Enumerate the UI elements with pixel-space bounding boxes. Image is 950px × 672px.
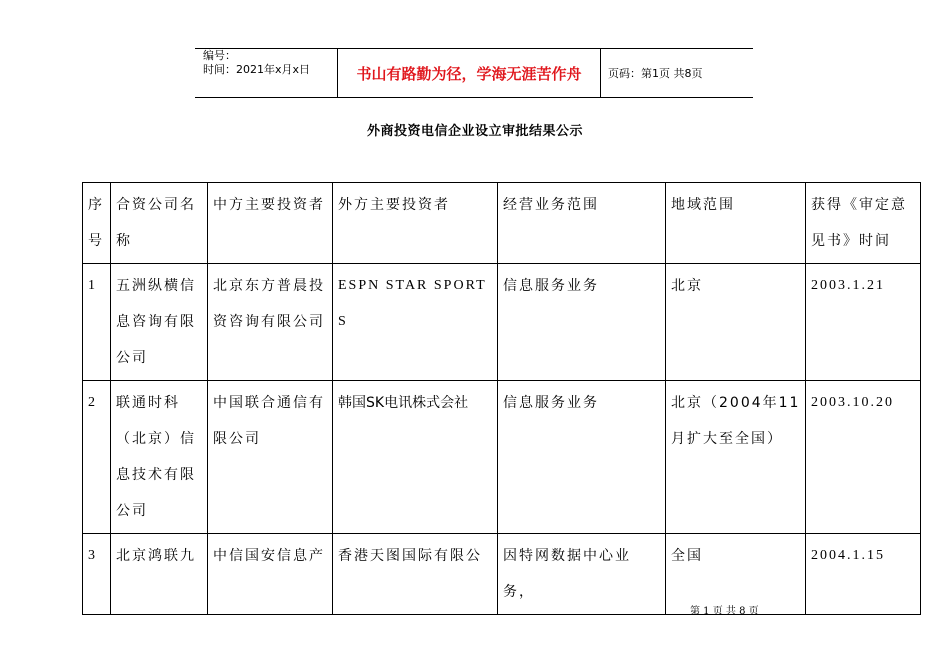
cell-company: 北京鸿联九 [111,534,208,615]
page-header [195,48,753,98]
approval-table [82,182,921,615]
table-row [83,381,921,534]
cell-no: 2 [83,381,111,534]
cell-company: 联通时科（北京）信息技术有限公司 [111,381,208,534]
cell-region: 北京 [666,264,806,381]
header-cell-date: 获得《审定意见书》时间 [806,183,921,264]
header-cell-region: 地域范围 [666,183,806,264]
cell-date: 2004.1.15 [806,534,921,615]
cell-cn-investor: 中信国安信息产 [208,534,333,615]
cell-no: 3 [83,534,111,615]
cell-region: 全国 [666,534,806,615]
cell-date: 2003.10.20 [806,381,921,534]
cell-cn-investor: 北京东方普晨投资咨询有限公司 [208,264,333,381]
cell-company: 五洲纵横信息咨询有限公司 [111,264,208,381]
cell-scope: 信息服务业务 [498,264,666,381]
header-cell-foreign-investor: 外方主要投资者 [333,183,498,264]
header-page-info: 页码：第1页 共8页 [608,67,703,80]
header-cell-scope: 经营业务范围 [498,183,666,264]
cell-scope: 因特网数据中心业务， [498,534,666,615]
header-cell-cn-investor: 中方主要投资者 [208,183,333,264]
document-title: 外商投资电信企业设立审批结果公示 [366,124,583,139]
cell-no: 1 [83,264,111,381]
page-footer: 第 1 页 共 8 页 [690,606,759,617]
header-meta [203,49,310,77]
cell-region: 北京（2004年11月扩大至全国） [666,381,806,534]
header-cell-no: 序号 [83,183,111,264]
cell-date: 2003.1.21 [806,264,921,381]
cell-foreign-investor: 韩国SK电讯株式会社 [333,381,498,534]
cell-cn-investor: 中国联合通信有限公司 [208,381,333,534]
number-label: 编号： [203,49,236,62]
table-row [83,264,921,381]
cell-scope: 信息服务业务 [498,381,666,534]
cell-foreign-investor: 香港天图国际有限公 [333,534,498,615]
table-row [83,534,921,615]
cell-foreign-investor: ESPN STAR SPORTS [333,264,498,381]
time-label: 时间：2021年x月x日 [203,63,311,76]
header-cell-company: 合资公司名称 [111,183,208,264]
header-motto: 书山有路勤为径，学海无涯苦作舟 [337,49,601,97]
table-header-row [83,183,921,264]
